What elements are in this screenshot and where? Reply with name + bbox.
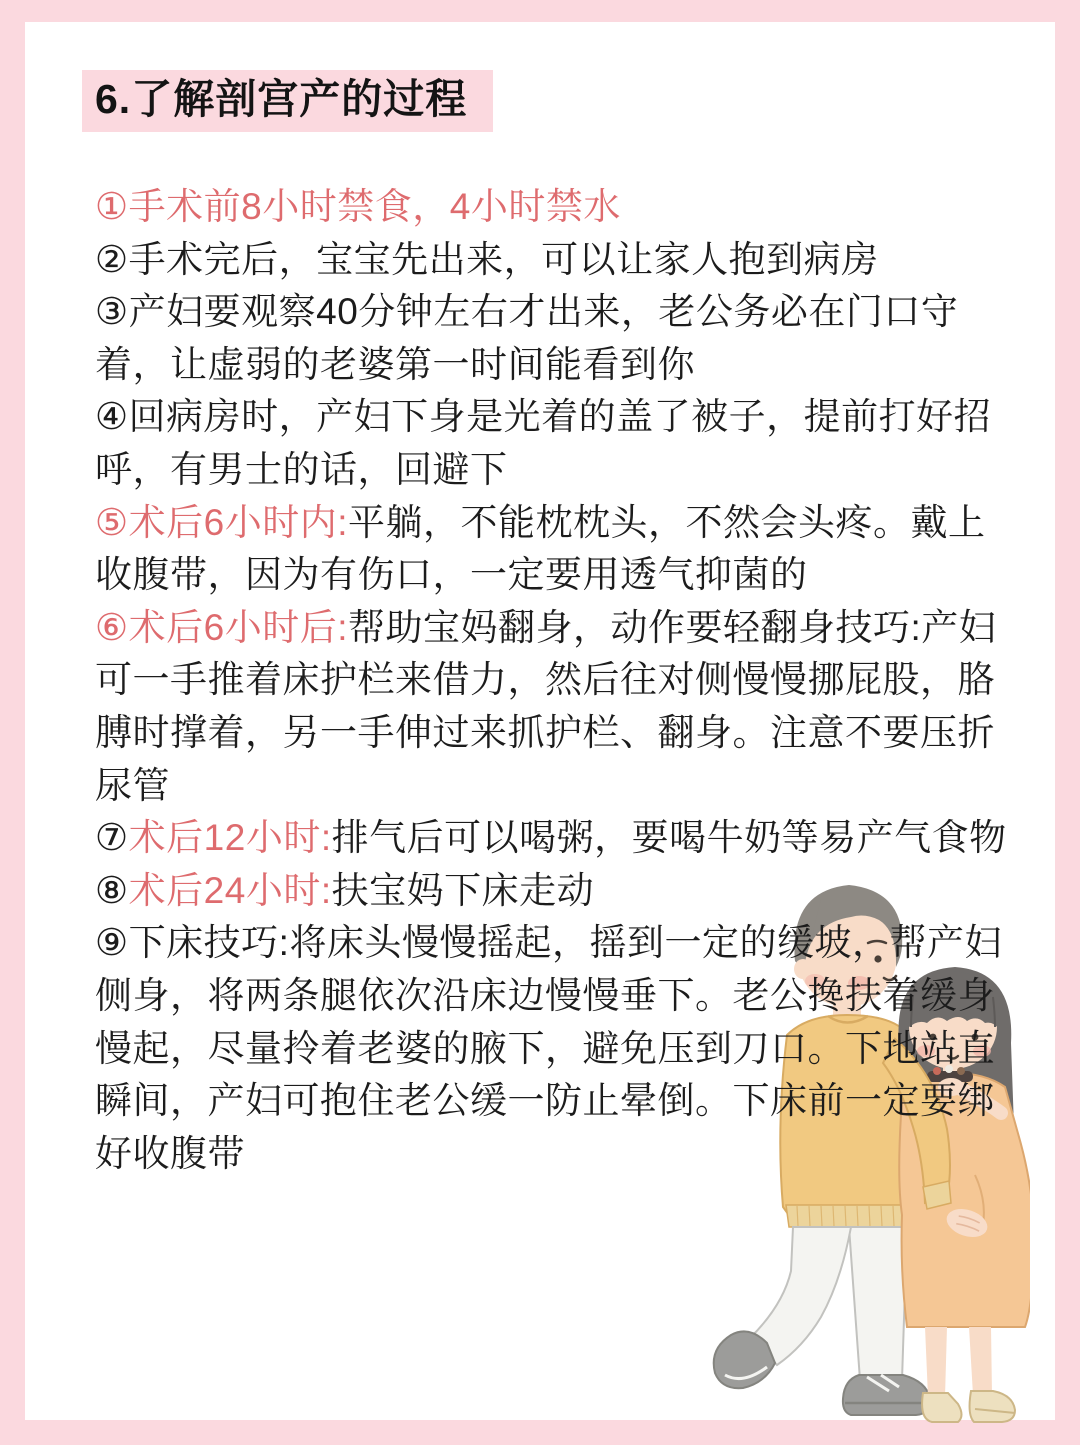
step-text: 扶宝妈下床走动 [331, 869, 595, 911]
step-item [95, 812, 1010, 865]
step-text: 帮助宝妈翻身，动作要轻翻身技巧:产妇可一手推着床护栏来借力，然后往对侧慢慢挪屁股，胳膊时撑着，另一手伸过来抓护栏、翻身。注意不要压折尿管 [95, 606, 997, 806]
step-text: 排气后可以喝粥，要喝牛奶等易产气食物 [331, 817, 1007, 859]
step-item [95, 181, 1010, 234]
step-highlight-text: ⑥术后6小时后: [95, 606, 349, 648]
step-text: ⑦ [95, 817, 129, 859]
step-text: ④回病房时，产妇下身是光着的盖了被子，提前打好招呼，有男士的话，回避下 [95, 396, 992, 490]
step-text: ⑨下床技巧:将床头慢慢摇起，摇到一定的缓坡，帮产妇侧身，将两条腿依次沿床边慢慢垂下。老公搀扶着缓身慢起，尽量拎着老婆的腋下，避免压到刀口。下地站直瞬间，产妇可抱住老公缓一防止晕倒。下床前一定要绑好收腹带 [95, 922, 1002, 1174]
step-highlight-text: 术后12小时: [128, 817, 332, 859]
step-item [95, 391, 1010, 496]
step-item [95, 602, 1010, 812]
step-item [95, 917, 1010, 1180]
step-item [95, 865, 1010, 918]
page-title: 6.了解剖宫产的过程 [82, 70, 493, 132]
step-highlight-text: ⑤术后6小时内: [95, 501, 349, 543]
step-text: ⑧ [95, 869, 129, 911]
steps-list [95, 181, 1010, 1180]
step-item [95, 497, 1010, 602]
step-item [95, 286, 1010, 391]
step-highlight-text: ①手术前8小时禁食，4小时禁水 [95, 186, 621, 227]
step-highlight-text: 术后24小时: [128, 869, 332, 911]
step-text: ②手术完后，宝宝先出来，可以让家人抱到病房 [95, 238, 879, 280]
card-panel [25, 22, 1055, 1420]
card-content [25, 22, 1055, 1180]
step-item [95, 234, 1010, 287]
step-text: 平躺，不能枕枕头，不然会头疼。戴上收腹带，因为有伤口，一定要用透气抑菌的 [95, 501, 986, 596]
step-text: ③产妇要观察40分钟左右才出来，老公务必在门口守着，让虚弱的老婆第一时间能看到你 [95, 291, 959, 385]
